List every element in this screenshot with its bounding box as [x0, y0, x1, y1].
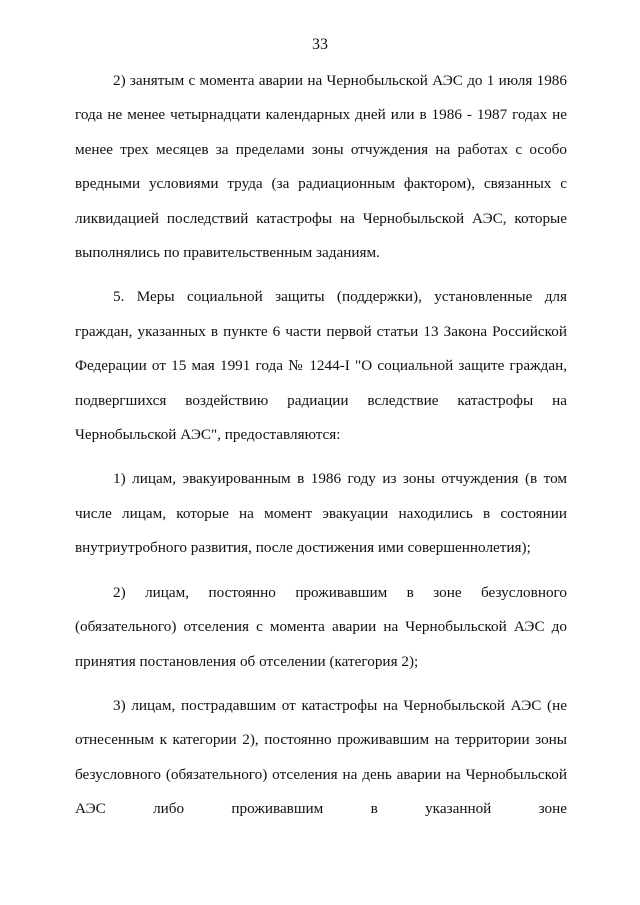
paragraph-item-3-affected: 3) лицам, пострадавшим от катастрофы на Чернобыльской АЭС (не отнесенным к категории 2), постоянно проживавшим на территории зоны безусловного (обязательного) отселения на день аварии на Чернобыльской АЭС либо проживавшим в указанной зоне [75, 696, 567, 818]
page-number: 33 [312, 36, 328, 53]
paragraph-section-5: 5. Меры социальной защиты (поддержки), установленные для граждан, указанных в пункте 6 части первой статьи 13 Закона Российской Федерации от 15 мая 1991 года № 1244-I "О социальной защите граждан, подвергшихся воздействию радиации вследствие катастрофы на Чернобыльской АЭС", предоставляются: [75, 288, 567, 444]
document-body [75, 64, 567, 837]
paragraph-item-2-resettlement-zone: 2) лицам, постоянно проживавшим в зоне безусловного (обязательного) отселения с момента аварии на Чернобыльской АЭС до принятия постановления об отселении (категория 2); [75, 583, 567, 670]
paragraph-item-2-liquidators: 2) занятым с момента аварии на Чернобыльской АЭС до 1 июля 1986 года не менее четырнадцати календарных дней или в 1986 - 1987 годах не менее трех месяцев за пределами зоны отчуждения на работах с особо вредными условиями труда (за радиационным фактором), связанных с ликвидацией последствий катастрофы на Чернобыльской АЭС, которые выполнялись по правительственным заданиям. [75, 72, 567, 262]
paragraph-item-1-evacuated: 1) лицам, эвакуированным в 1986 году из зоны отчуждения (в том числе лицам, которые на момент эвакуации находились в состоянии внутриутробного развития, после достижения ими совершеннолетия); [75, 470, 567, 557]
